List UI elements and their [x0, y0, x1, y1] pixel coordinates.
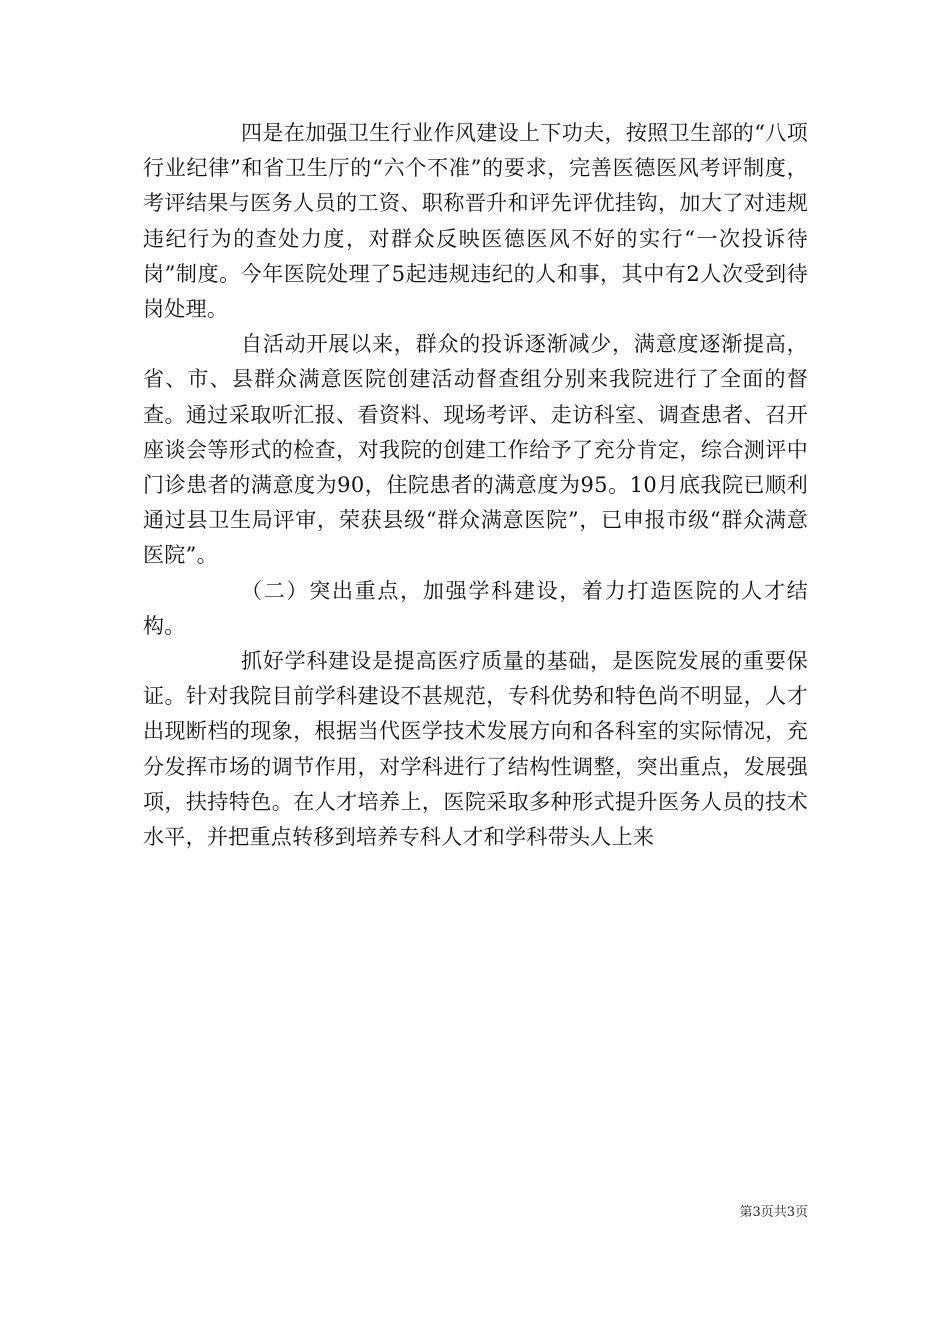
paragraph-satisfaction: 自活动开展以来，群众的投诉逐渐减少，满意度逐渐提高，省、市、县群众满意医院创建活动督查组分别来我院进行了全面的督查。通过采取听汇报、看资料、现场考评、走访科室、调查患者、召开座谈会等形式的检查，对我院的创建工作给予了充分肯定，综合测评中门诊患者的满意度为90，住院患者的满意度为95。10月底我院已顺利通过县卫生局评审，荣获县级“群众满意医院”，已申报市级“群众满意医院”。 [143, 332, 808, 568]
section-heading-discipline: （二）突出重点，加强学科建设，着力打造医院的人才结构。 [143, 578, 808, 638]
page-number: 第3页共3页 [739, 1205, 808, 1220]
paragraph-work-style: 四是在加强卫生行业作风建设上下功夫，按照卫生部的“八项行业纪律”和省卫生厅的“六个不准”的要求，完善医德医风考评制度，考评结果与医务人员的工资、职称晋升和评先评优挂钩，加大了对违规违纪行为的查处力度，对群众反映医德医风不好的实行“一次投诉待岗”制度。今年医院处理了5起违规违纪的人和事，其中有2人次受到待岗处理。 [143, 121, 808, 322]
document-body [143, 116, 808, 855]
paragraph-discipline-building: 抓好学科建设是提高医疗质量的基础，是医院发展的重要保证。针对我院目前学科建设不甚规范，专科优势和特色尚不明显，人才出现断档的现象，根据当代医学技术发展方向和各科室的实际情况，充分发挥市场的调节作用，对学科进行了结构性调整，突出重点，发展强项，扶持特色。在人才培养上，医院采取多种形式提升医务人员的技术水平，并把重点转移到培养专科人才和学科带头人上来 [143, 649, 808, 850]
